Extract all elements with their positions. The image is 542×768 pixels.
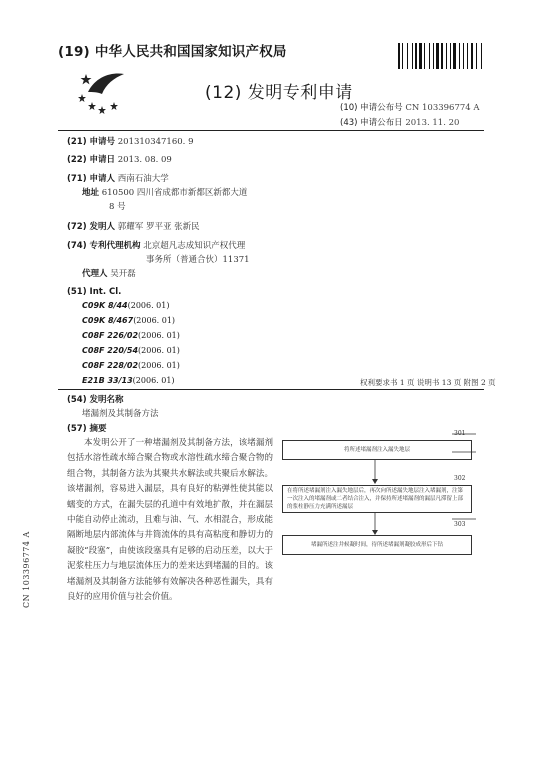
barcode-bar [441,43,443,69]
ipc-code: C08F 228/02 [82,361,139,370]
agent: 吴开磊 [110,269,136,279]
applicant-label: (71) 申请人 [67,174,116,184]
agency-label: (74) 专利代理机构 [67,241,141,251]
barcode-bar [412,43,413,69]
document-type: (12) 发明专利申请 [205,83,353,103]
barcode-bar [426,43,428,69]
ipc-code: C08F 226/02 [82,331,139,340]
barcode-bar [474,43,475,69]
barcode-bar [446,43,447,69]
barcode-bar [424,43,425,69]
publication-date-label: (43) 申请公布日 [340,118,403,128]
barcode-image [398,43,484,69]
flowchart-step-box: 堵漏所述注井候凝时间，待所述堵漏剂凝胶成形后下钻 [282,535,472,555]
ipc-code: C08F 220/54 [82,346,139,355]
barcode-bar [467,43,468,69]
agency-line-2: 事务所（普通合伙）11371 [146,255,250,265]
barcode-bar [453,43,455,69]
application-number-label: (21) 申请号 [67,137,116,147]
abstract-text: 本发明公开了一种堵漏剂及其制备方法，该堵漏剂包括水溶性疏水缔合聚合物或水溶性疏水缔合聚合物的组合物，其制备方法为其聚共水解法或共聚后水解法。该堵漏剂，容易进入漏层，具有良好的粘弹性使其能以蠕变的方式，在漏失层的孔道中有效地扩散，并在漏层中能自动停止流动，且难与油、气、水相混合，形成能隔断地层内部流体与井筒流体的具有高粘度和静切力的凝胶“段塞”，由使该段塞具有足够的启动压差，以大于泥浆柱压力与地层流体压力的差来达到堵漏的目的。该堵漏剂及其制备方法能够有效解决各种恶性漏失，具有良好的应用价值与社会价值。 [67,438,273,603]
publication-number-label: (10) 申请公布号 [340,103,403,113]
barcode-bar [415,43,417,69]
barcode-bar [440,43,441,69]
flowchart-step-box: 将所述堵漏剂注入漏失地层 [282,440,472,460]
ipc-code-row [82,376,175,385]
address-line-2: 8 号 [109,202,126,212]
barcode-bar [463,43,465,69]
barcode-bar [401,43,402,69]
barcode-bar [481,43,482,69]
invention-title-row [67,393,124,405]
ipc-version: (2006. 01) [138,331,180,340]
barcode-bar [459,43,460,69]
barcode-bar [423,43,424,69]
barcode-bar [418,43,419,69]
ipc-version: (2006. 01) [138,346,180,355]
flowchart-step-box: 在将所述堵漏剂注入漏失地层后，再次向所述漏失地层注入堵漏剂，注第一次注入的堵漏剂或二者结合注入，并保持所述堵漏剂的漏层凡滞留上部的浆柱静压力充满所述漏层 [282,485,472,513]
barcode-bar [435,43,436,69]
address-line-1: 610500 四川省成都市新都区新都大道 [101,188,248,198]
barcode-bar [482,43,483,69]
abstract-heading-row [67,422,107,434]
barcode-bar [431,43,432,69]
ipc-code-row [82,346,180,355]
filing-date: 2013. 08. 09 [117,155,172,165]
ipc-code-row [82,301,169,310]
flowchart-step-number: 301 [454,430,466,437]
flowchart-step-number: 302 [454,475,466,482]
abstract-label: (57) 摘要 [67,424,107,434]
barcode-bar [450,43,451,69]
inventors-label: (72) 发明人 [67,222,116,232]
barcode-bar [471,43,473,69]
agency-row [67,239,245,251]
agent-row [82,267,136,279]
application-number-row [67,135,193,147]
barcode-bar [436,43,438,69]
barcode-bar [452,43,453,69]
barcode-bar [433,43,434,69]
invention-title-label: (54) 发明名称 [67,395,124,405]
barcode-bar [447,43,449,69]
barcode-bar [457,43,459,69]
agent-label: 代理人 [82,269,108,279]
ipc-code-row [82,316,175,325]
barcode-bar [409,43,411,69]
ipc-code-row [82,361,180,370]
barcode-bar [461,43,462,69]
publication-date: 2013. 11. 20 [405,118,460,128]
barcode-bar [413,43,414,69]
inventors: 郭耀军 罗平亚 张新民 [117,222,200,232]
header-divider [58,130,484,131]
flowchart-step-number: 303 [454,521,466,528]
barcode-bar [404,43,406,69]
ipc-version: (2006. 01) [138,361,180,370]
ipc-version: (2006. 01) [132,376,175,385]
barcode-bar [478,43,480,69]
applicant-row [67,172,169,184]
biblio-divider [58,389,484,390]
barcode-bar [429,43,431,69]
ipc-version: (2006. 01) [127,301,170,310]
office-name: (19) 中华人民共和国国家知识产权局 [58,44,287,60]
int-cl-label [67,287,121,297]
barcode-bar [469,43,471,69]
ipc-version: (2006. 01) [133,316,176,325]
address-label: 地址 [82,188,100,198]
claims-info: 权利要求书 1 页 说明书 13 页 附图 2 页 [360,378,496,387]
barcode-bar [402,43,403,69]
application-number: 201310347160. 9 [117,137,194,147]
invention-title: 堵漏剂及其制备方法 [82,409,159,419]
agency-line-1: 北京超凡志成知识产权代理 [143,241,246,251]
publication-number-row [340,101,480,113]
barcode-bar [419,43,421,69]
ipc-code: C09K 8/44 [82,301,128,310]
barcode-bar [407,43,408,69]
office-logo-icon [78,66,128,114]
inventors-row [67,220,200,232]
barcode-bar [398,43,400,69]
barcode-bar [476,43,477,69]
barcode-bar [465,43,466,69]
filing-date-row [67,153,172,165]
ipc-code: C09K 8/467 [82,316,134,325]
publication-number: CN 103396774 A [405,103,480,113]
ipc-code: E21B 33/13 [82,376,133,385]
ipc-code-row [82,331,180,340]
filing-date-label: (22) 申请日 [67,155,116,165]
side-publication-number: CN 103396774 A [22,531,31,608]
barcode-bar [444,43,445,69]
address-row [82,186,247,198]
applicant: 西南石油大学 [117,174,169,184]
publication-date-row [340,116,459,128]
int-cl-heading: (51) Int. Cl. [67,287,122,297]
